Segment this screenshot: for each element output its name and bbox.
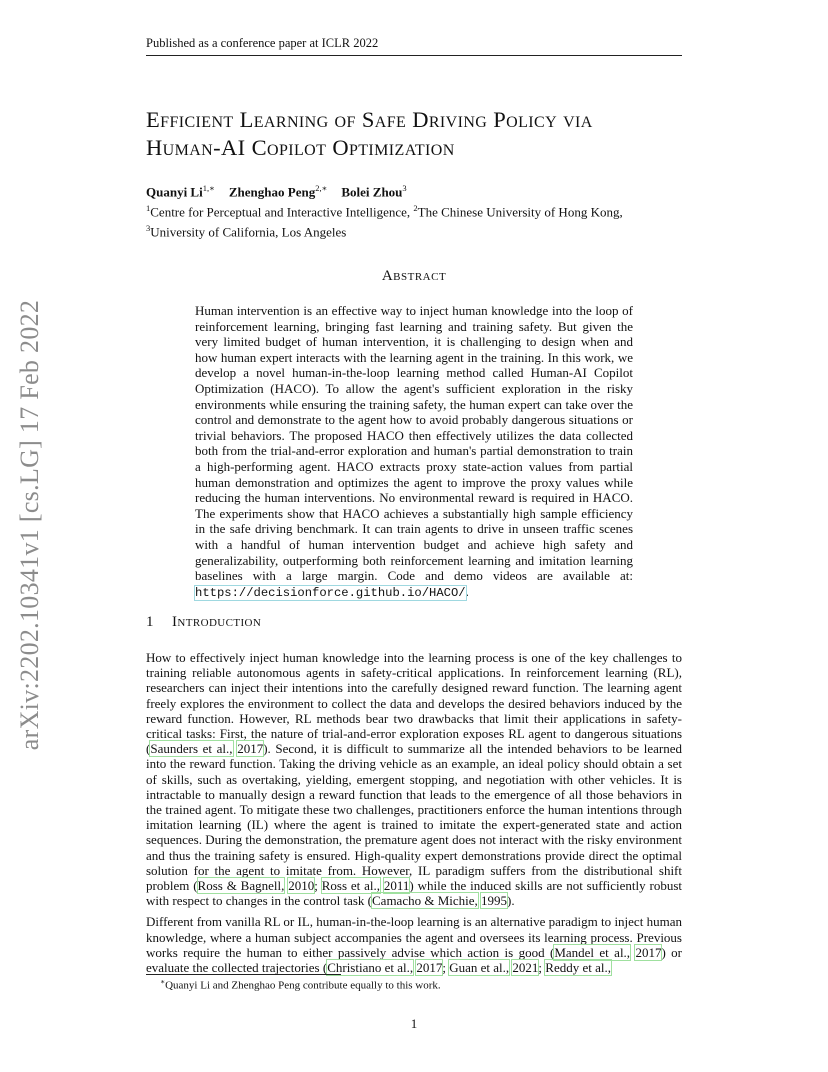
- citation-link[interactable]: Saunders et al.,: [150, 741, 233, 757]
- paragraph: [146, 914, 682, 975]
- affil-mark: 2: [413, 203, 418, 213]
- abstract-end: .: [465, 583, 469, 599]
- citation-year-link[interactable]: 2021: [512, 960, 539, 976]
- title-line-2: Human-AI Copilot Optimization: [146, 135, 455, 160]
- citation-year-link[interactable]: 2010: [288, 878, 315, 894]
- citation-year-link[interactable]: 2011: [383, 878, 410, 894]
- paragraph-text: ).: [507, 893, 515, 909]
- author-name: Zhenghao Peng: [228, 184, 316, 200]
- author-name: Quanyi Li: [146, 184, 203, 200]
- running-header: Published as a conference paper at ICLR 2022: [146, 36, 682, 56]
- abstract-heading: Abstract: [381, 268, 447, 284]
- paragraph-text: ) while the induced skills are not sufficiently robust with respect to changes in the control task (: [146, 878, 683, 909]
- project-url-link[interactable]: https://decisionforce.github.io/HACO/: [195, 585, 466, 600]
- citation-link[interactable]: Ross et al.,: [321, 878, 381, 894]
- citation-year-link[interactable]: 2017: [635, 944, 662, 960]
- separator: ;: [314, 878, 322, 894]
- author-affil-mark: 3: [402, 183, 407, 193]
- footnote-rule: [146, 974, 341, 975]
- paragraph-text: How to effectively inject human knowledge into the learning process is one of the key challenges to training reliable autonomous agents in safety-critical applications. In reinforcement learning (RL), researchers can inject their intentions into the carefully designed reward function. The learning agent freely explores the environment to collect the data and develops the desired behaviors induced by the reward function. However, RL methods bear two drawbacks that limit their applications in safety-critical tasks: First, the nature of trial-and-error exploration exposes RL agent to dangerous situations (: [146, 650, 682, 757]
- citation-link[interactable]: Reddy et al.,: [545, 960, 612, 976]
- paragraph: [146, 650, 682, 908]
- paragraph-text: ) or evaluate the collected trajectories (: [146, 944, 682, 976]
- author-list: [146, 183, 407, 200]
- separator: ;: [442, 960, 450, 976]
- arxiv-identifier: arXiv:2202.10341v1 [cs.LG] 17 Feb 2022: [15, 299, 44, 751]
- affiliations: [146, 200, 686, 241]
- affiliation-2: The Chinese University of Hong Kong,: [417, 204, 623, 220]
- separator: ;: [538, 960, 546, 976]
- page-number: 1: [410, 1016, 418, 1031]
- footnote: [160, 977, 441, 992]
- citation-link[interactable]: Mandel et al.,: [554, 944, 631, 960]
- affiliation-3: University of California, Los Angeles: [150, 224, 347, 240]
- citation-year-link[interactable]: 2017: [237, 741, 264, 757]
- author-name: Bolei Zhou: [341, 184, 403, 200]
- abstract-body: [195, 303, 633, 601]
- citation-year-link[interactable]: 2017: [416, 960, 443, 976]
- affil-mark: 3: [146, 223, 151, 234]
- introduction-body: [146, 650, 682, 981]
- affil-mark: 1: [146, 203, 151, 213]
- arxiv-sidebar-stamp: [2, 286, 58, 764]
- title-line-1: Efficient Learning of Safe Driving Policy via: [146, 107, 593, 132]
- section-title: Introduction: [172, 614, 262, 630]
- citation-link[interactable]: Camacho & Michie,: [372, 893, 478, 909]
- abstract-text: Human intervention is an effective way to inject human knowledge into the loop of reinforcement learning, bringing fast learning and training safety. But given the very limited budget of human intervention, it is challenging to design when and how human expert interacts with the learning agent in the training. In this work, we develop a novel human-in-the-loop learning method called Human-AI Copilot Optimization (HACO). To allow the agent's sufficient exploration in the risky environments while ensuring the training safety, the human expert can take over the control and demonstrate to the agent how to avoid probably dangerous situations or trivial behaviors. The proposed HACO then effectively utilizes the data collected both from the trial-and-error exploration and human's partial demonstration to train a high-performing agent. HACO extracts proxy state-action values from partial human demonstration and optimizes the agent to improve the proxy values while reducing the human interventions. No environmental reward is required in HACO. The experiments show that HACO achieves a substantially high sample efficiency in the safe driving benchmark. It can train agents to drive in unseen traffic scenes with a handful of human intervention budget and achieve high safety and generalizability, outperforming both reinforcement learning and imitation learning baselines with a large margin. Code and demo videos are available at:: [195, 303, 633, 584]
- citation-link[interactable]: Ross & Bagnell,: [197, 878, 285, 894]
- footnote-mark: ∗: [160, 977, 166, 986]
- affiliation-1: Centre for Perceptual and Interactive Intelligence,: [150, 204, 414, 220]
- section-heading: [146, 614, 261, 631]
- paragraph-text: ). Second, it is difficult to summarize all the intended behaviors to be learned into the reward function. Taking the driving vehicle as an example, an ideal policy should obtain a set of skills, such as overtaking, yielding, emergent stopping, and negotiation with other vehicles. It is intractable to manually design a reward function that leads to the emergence of all those behaviors in the trained agent. To mitigate these two challenges, practitioners enforce the human intentions through imitation learning (IL) where the agent is trained to imitate the expert-generated state and action sequences. During the demonstration, the premature agent does not interact with the risky environment and thus the training safety is ensured. High-quality expert demonstrations provide direct the optimal solution for the agent to imitate from. However, IL paradigm suffers from the distributional shift problem (: [146, 741, 683, 894]
- author-affil-mark: 1,∗: [202, 183, 215, 193]
- footnote-text: Quanyi Li and Zhenghao Peng contribute equally to this work.: [165, 979, 441, 992]
- paragraph-text: Different from vanilla RL or IL, human-in-the-loop learning is an alternative paradigm to inject human knowledge, where a human subject accompanies the agent and oversees its learning process. Previous works require the human to either passively advise which action is good (: [146, 914, 682, 960]
- paper-title: [146, 106, 706, 162]
- citation-link[interactable]: Christiano et al.,: [327, 960, 414, 976]
- citation-year-link[interactable]: 1995: [481, 893, 508, 909]
- author-affil-mark: 2,∗: [315, 183, 328, 193]
- section-number: 1: [146, 614, 154, 630]
- citation-link[interactable]: Guan et al.,: [449, 960, 510, 976]
